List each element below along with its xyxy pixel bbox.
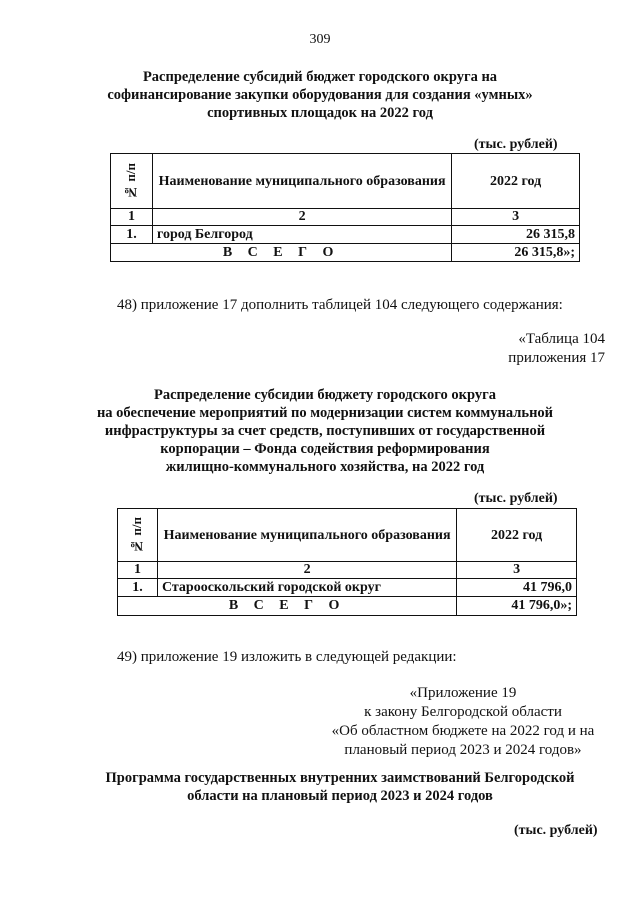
bottom-units: (тыс. рублей) — [514, 823, 598, 838]
index-cell: 1 — [118, 562, 158, 579]
section1-title-line: спортивных площадок на 2022 год — [207, 105, 433, 121]
section1-title-line: Распределение субсидий бюджет городского округа на — [142, 69, 498, 85]
table104-ref-line: приложения 17 — [508, 350, 605, 366]
paragraph-49: 49) приложение 19 изложить в следующей редакции: — [117, 649, 457, 665]
section1-table — [110, 153, 580, 262]
table-header-row — [118, 509, 577, 562]
table-row — [111, 226, 580, 244]
appendix19-ref-line: к закону Белгородской области — [364, 704, 562, 720]
index-cell: 2 — [157, 562, 456, 579]
index-cell: 1 — [111, 209, 153, 226]
total-label: В С Е Г О — [118, 597, 457, 616]
row-name: город Белгород — [152, 226, 451, 244]
section2-title-line: на обеспечение мероприятий по модернизации систем коммунальной — [96, 405, 554, 421]
section1-title — [80, 68, 560, 122]
appendix19-ref-line: «Приложение 19 — [409, 685, 517, 701]
table-index-row — [118, 562, 577, 579]
index-cell: 2 — [152, 209, 451, 226]
total-label: В С Е Г О — [111, 244, 452, 262]
section2-title-line: жилищно-коммунального хозяйства, на 2022 год — [165, 459, 485, 475]
table-header-row — [111, 154, 580, 209]
page-number: 309 — [309, 32, 331, 47]
row-num: 1. — [118, 579, 158, 597]
program-title — [60, 769, 620, 805]
table104-reference — [400, 330, 605, 368]
appendix19-ref-line: плановый период 2023 и 2024 годов» — [344, 742, 582, 758]
header-num: № п/п — [123, 162, 139, 200]
index-cell: 3 — [452, 209, 580, 226]
row-value: 41 796,0 — [457, 579, 577, 597]
index-cell: 3 — [457, 562, 577, 579]
program-title-line: области на плановый период 2023 и 2024 годов — [187, 788, 493, 804]
header-num: № п/п — [129, 516, 145, 554]
header-name: Наименование муниципального образования — [157, 509, 456, 562]
table104-ref-line: «Таблица 104 — [518, 331, 605, 347]
table-total-row — [111, 244, 580, 262]
row-value: 26 315,8 — [452, 226, 580, 244]
section2-title-line: Распределение субсидии бюджету городского округа — [154, 387, 496, 403]
section2-title-line: инфраструктуры за счет средств, поступивших от государственной — [104, 423, 546, 439]
appendix19-ref-line: «Об областном бюджете на 2022 год и на — [331, 723, 595, 739]
table-total-row — [118, 597, 577, 616]
section2-table — [117, 508, 577, 616]
appendix19-reference — [318, 684, 608, 760]
paragraph-48: 48) приложение 17 дополнить таблицей 104 следующего содержания: — [117, 297, 563, 313]
section2-title-line: корпорации – Фонда содействия реформирования — [160, 441, 490, 457]
header-year: 2022 год — [452, 154, 580, 209]
header-num-cell — [118, 509, 158, 562]
program-title-line: Программа государственных внутренних заимствований Белгородской — [105, 770, 575, 786]
section1-units: (тыс. рублей) — [474, 137, 558, 152]
table-row — [118, 579, 577, 597]
header-name: Наименование муниципального образования — [152, 154, 451, 209]
row-num: 1. — [111, 226, 153, 244]
table-index-row — [111, 209, 580, 226]
total-value: 26 315,8»; — [452, 244, 580, 262]
header-year: 2022 год — [457, 509, 577, 562]
total-value: 41 796,0»; — [457, 597, 577, 616]
header-num-cell — [111, 154, 153, 209]
section2-title — [70, 386, 580, 476]
section2-units: (тыс. рублей) — [474, 491, 558, 506]
row-name: Старооскольский городской округ — [157, 579, 456, 597]
section1-title-line: софинансирование закупки оборудования для создания «умных» — [107, 87, 533, 103]
